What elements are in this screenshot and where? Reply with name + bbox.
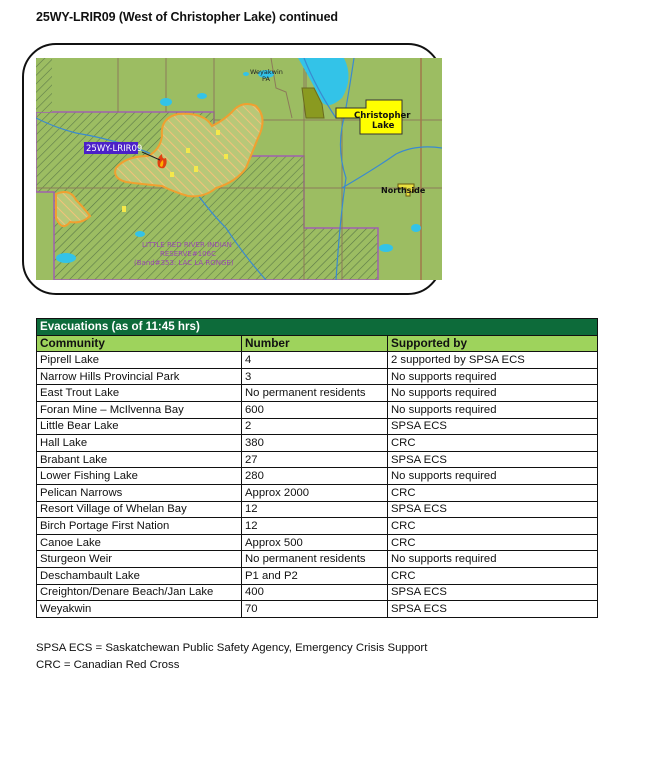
cell-number: Approx 2000: [242, 484, 388, 501]
cell-number: 380: [242, 435, 388, 452]
reserve-label-2: RESERVE#106C: [160, 250, 216, 258]
table-row: [37, 435, 598, 452]
table-body: [37, 352, 598, 618]
table-caption: Evacuations (as of 11:45 hrs): [37, 319, 598, 336]
table-row: [37, 501, 598, 518]
cell-number: Approx 500: [242, 534, 388, 551]
cell-supported-by: CRC: [388, 534, 598, 551]
footnote-spsa: SPSA ECS = Saskatchewan Public Safety Agency, Emergency Crisis Support: [36, 642, 428, 654]
cell-number: No permanent residents: [242, 385, 388, 402]
cell-number: 600: [242, 401, 388, 418]
fire-map: [36, 58, 442, 280]
cell-number: No permanent residents: [242, 551, 388, 568]
cell-community: Hall Lake: [37, 435, 242, 452]
table-row: [37, 385, 598, 402]
table-row: [37, 518, 598, 535]
table-row: [37, 534, 598, 551]
table-row: [37, 352, 598, 369]
reserve-label-3: (Band#353: LAC LA RONGE): [134, 259, 234, 267]
cell-community: Resort Village of Whelan Bay: [37, 501, 242, 518]
cell-supported-by: SPSA ECS: [388, 501, 598, 518]
column-header-community: Community: [37, 335, 242, 352]
cell-supported-by: CRC: [388, 518, 598, 535]
cell-supported-by: No supports required: [388, 385, 598, 402]
cell-community: Pelican Narrows: [37, 484, 242, 501]
cell-number: 2: [242, 418, 388, 435]
cell-supported-by: 2 supported by SPSA ECS: [388, 352, 598, 369]
cell-community: Piprell Lake: [37, 352, 242, 369]
table-row: [37, 368, 598, 385]
page-title: 25WY-LRIR09 (West of Christopher Lake) continued: [36, 10, 338, 24]
footnote-crc: CRC = Canadian Red Cross: [36, 658, 180, 671]
cell-community: Little Bear Lake: [37, 418, 242, 435]
table-row: [37, 601, 598, 618]
column-header-supported-by: Supported by: [388, 335, 598, 352]
cell-community: Brabant Lake: [37, 451, 242, 468]
fire-label: 25WY-LRIR09: [86, 144, 143, 154]
cell-community: East Trout Lake: [37, 385, 242, 402]
cell-community: Foran Mine – McIlvenna Bay: [37, 401, 242, 418]
cell-community: Birch Portage First Nation: [37, 518, 242, 535]
footnotes: [36, 640, 427, 673]
cell-community: Lower Fishing Lake: [37, 468, 242, 485]
cell-supported-by: SPSA ECS: [388, 601, 598, 618]
table-row: [37, 551, 598, 568]
table-row: [37, 418, 598, 435]
cell-supported-by: No supports required: [388, 401, 598, 418]
cell-supported-by: No supports required: [388, 468, 598, 485]
cell-number: P1 and P2: [242, 567, 388, 584]
cell-community: Weyakwin: [37, 601, 242, 618]
cell-number: 4: [242, 352, 388, 369]
table-row: [37, 567, 598, 584]
cell-supported-by: CRC: [388, 435, 598, 452]
table-row: [37, 484, 598, 501]
cell-supported-by: SPSA ECS: [388, 418, 598, 435]
evacuations-table: [36, 318, 598, 618]
table-row: [37, 401, 598, 418]
cell-number: 70: [242, 601, 388, 618]
table-row: [37, 468, 598, 485]
cell-community: Sturgeon Weir: [37, 551, 242, 568]
cell-number: 12: [242, 518, 388, 535]
cell-community: Creighton/Denare Beach/Jan Lake: [37, 584, 242, 601]
weyakwin-label-1: Weyakwin: [250, 68, 283, 76]
cell-supported-by: CRC: [388, 567, 598, 584]
cell-number: 3: [242, 368, 388, 385]
cell-number: 400: [242, 584, 388, 601]
northside-label: Northside: [381, 186, 426, 195]
christopher-label-2: Lake: [372, 121, 395, 131]
cell-supported-by: CRC: [388, 484, 598, 501]
column-header-number: Number: [242, 335, 388, 352]
reserve-strip: [36, 58, 52, 112]
table-row: [37, 451, 598, 468]
cell-number: 280: [242, 468, 388, 485]
cell-number: 27: [242, 451, 388, 468]
christopher-label-1: Christopher: [354, 111, 411, 121]
cell-community: Narrow Hills Provincial Park: [37, 368, 242, 385]
cell-supported-by: No supports required: [388, 368, 598, 385]
reserve-label-1: LITTLE RED RIVER INDIAN: [142, 241, 232, 249]
cell-community: Canoe Lake: [37, 534, 242, 551]
cell-supported-by: No supports required: [388, 551, 598, 568]
table-row: [37, 584, 598, 601]
cell-supported-by: SPSA ECS: [388, 584, 598, 601]
cell-community: Deschambault Lake: [37, 567, 242, 584]
weyakwin-label-2: PA: [262, 75, 270, 83]
cell-supported-by: SPSA ECS: [388, 451, 598, 468]
cell-number: 12: [242, 501, 388, 518]
